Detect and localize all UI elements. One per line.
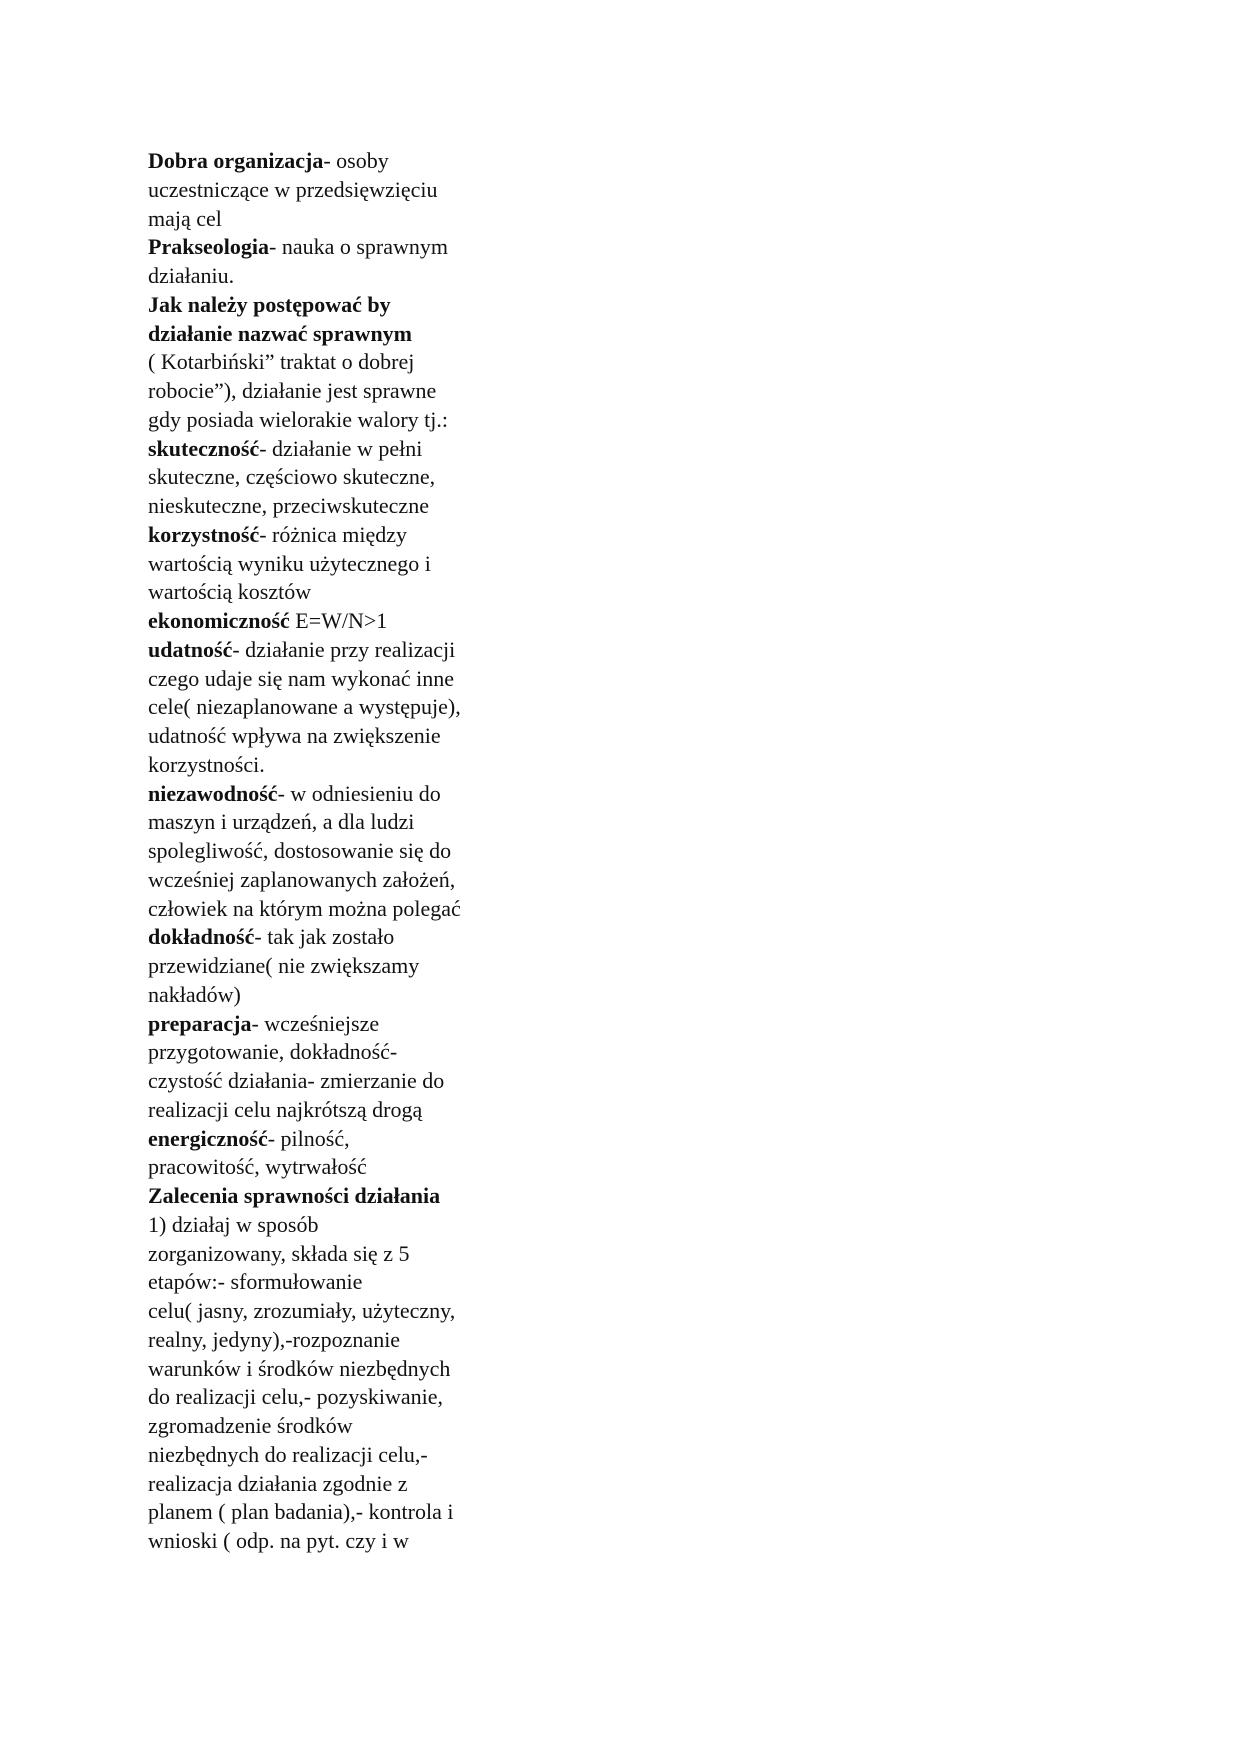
line-text: nakładów) (148, 981, 241, 1007)
text-line (148, 521, 518, 550)
bold-term: korzystność (148, 521, 260, 547)
bold-term: skuteczność (148, 435, 260, 461)
text-line (148, 1125, 518, 1154)
text-line (148, 291, 518, 320)
text-line (148, 607, 518, 636)
line-text: realny, jedyny),-rozpoznanie (148, 1326, 401, 1352)
text-line (148, 1211, 518, 1240)
bold-term: ekonomiczność (148, 608, 290, 633)
line-text: korzystności. (148, 751, 265, 777)
bold-term: energiczność (148, 1125, 268, 1151)
text-line (148, 1441, 518, 1470)
bold-term: dokładność (148, 924, 255, 950)
line-text: wcześniej zaplanowanych założeń, (148, 866, 456, 892)
line-text: - działanie w pełni (259, 435, 423, 461)
text-line (148, 981, 518, 1010)
line-text: celu( jasny, zrozumiały, użyteczny, (148, 1298, 456, 1323)
text-line (148, 952, 518, 981)
text-line (148, 1498, 518, 1527)
text-line (148, 665, 518, 694)
line-text: realizacji celu najkrótszą drogą (148, 1096, 423, 1122)
text-line (148, 923, 518, 952)
text-line (148, 1268, 518, 1297)
line-text: - w odniesieniu do (277, 780, 441, 806)
text-line (148, 866, 518, 895)
text-line (148, 1038, 518, 1067)
text-line (148, 751, 518, 780)
line-text: skuteczne, częściowo skuteczne, (148, 464, 436, 490)
document-text (148, 147, 518, 1556)
line-text: spolegliwość, dostosowanie się do (148, 838, 452, 863)
bold-term: Prakseologia (148, 234, 269, 260)
text-line (148, 722, 518, 751)
text-line (148, 377, 518, 406)
text-line (148, 1067, 518, 1096)
line-text: robocie”), działanie jest sprawne (148, 378, 437, 403)
line-text: niezbędnych do realizacji celu,- (148, 1441, 428, 1467)
line-text: mają cel (148, 205, 222, 231)
text-line (148, 1470, 518, 1499)
line-text: - działanie przy realizacji (232, 636, 456, 662)
bold-term: preparacja (148, 1010, 252, 1036)
line-text: wartością kosztów (148, 579, 312, 605)
line-text: przygotowanie, dokładność- (148, 1039, 398, 1065)
line-text: czego udaje się nam wykonać inne (148, 665, 455, 691)
line-text: - tak jak zostało (254, 924, 395, 950)
text-line (148, 1182, 518, 1211)
line-text: 1) działaj w sposób (148, 1211, 319, 1237)
text-line (148, 693, 518, 722)
line-text: wartością wyniku użytecznego i (148, 550, 431, 576)
text-line (148, 1096, 518, 1125)
line-text: ( Kotarbiński” traktat o dobrej (148, 349, 415, 375)
line-text: - różnica między (259, 521, 408, 547)
line-text: nieskuteczne, przeciwskuteczne (148, 493, 429, 518)
line-text: wnioski ( odp. na pyt. czy i w (148, 1528, 409, 1553)
text-line (148, 895, 518, 924)
line-text: etapów:- sformułowanie (148, 1269, 363, 1295)
text-line (148, 348, 518, 377)
text-line (148, 406, 518, 435)
text-line (148, 1240, 518, 1269)
bold-term: Dobra organizacja (148, 148, 324, 173)
text-line (148, 463, 518, 492)
text-line (148, 808, 518, 837)
text-line (148, 1297, 518, 1326)
text-line (148, 1527, 518, 1556)
text-line (148, 147, 518, 176)
text-line (148, 1010, 518, 1039)
text-line (148, 262, 518, 291)
line-text: przewidziane( nie zwiększamy (148, 953, 420, 978)
text-line (148, 636, 518, 665)
line-text: działaniu. (148, 263, 235, 288)
line-text: zorganizowany, składa się z 5 (148, 1240, 410, 1266)
line-text: pracowitość, wytrwałość (148, 1154, 367, 1180)
bold-term: udatność (148, 636, 233, 662)
bold-term: Zalecenia sprawności działania (148, 1183, 441, 1208)
text-line (148, 205, 518, 234)
line-text: - nauka o sprawnym (269, 234, 449, 260)
line-text: czystość działania- zmierzanie do (148, 1068, 445, 1093)
line-text: - pilność, (267, 1125, 350, 1151)
text-line (148, 1355, 518, 1384)
text-line (148, 550, 518, 579)
line-text: uczestniczące w przedsięwzięciu (148, 176, 438, 202)
text-line (148, 1326, 518, 1355)
line-text: zgromadzenie środków (148, 1413, 353, 1438)
line-text: człowiek na którym można polegać (148, 895, 461, 921)
line-text: maszyn i urządzeń, a dla ludzi (148, 809, 415, 835)
line-text: do realizacji celu,- pozyskiwanie, (148, 1384, 444, 1410)
bold-term: działanie nazwać sprawnym (148, 320, 412, 346)
line-text: cele( niezaplanowane a występuje), (148, 694, 461, 720)
line-text: realizacja działania zgodnie z (148, 1470, 408, 1496)
text-line (148, 435, 518, 464)
line-text: udatność wpływa na zwiększenie (148, 723, 441, 748)
text-line (148, 320, 518, 349)
line-text: gdy posiada wielorakie walory tj.: (148, 406, 448, 432)
line-text: - wcześniejsze (251, 1010, 380, 1036)
text-line (148, 176, 518, 205)
text-line (148, 1153, 518, 1182)
line-text: E=W/N>1 (289, 608, 388, 633)
text-line (148, 492, 518, 521)
text-line (148, 578, 518, 607)
text-line (148, 1412, 518, 1441)
text-line (148, 780, 518, 809)
text-line (148, 837, 518, 866)
line-text: - osoby (323, 148, 389, 173)
text-line (148, 233, 518, 262)
line-text: planem ( plan badania),- kontrola i (148, 1499, 454, 1525)
bold-term: niezawodność (148, 780, 278, 806)
line-text: warunków i środków niezbędnych (148, 1355, 451, 1381)
text-line (148, 1383, 518, 1412)
bold-term: Jak należy postępować by (148, 291, 391, 317)
